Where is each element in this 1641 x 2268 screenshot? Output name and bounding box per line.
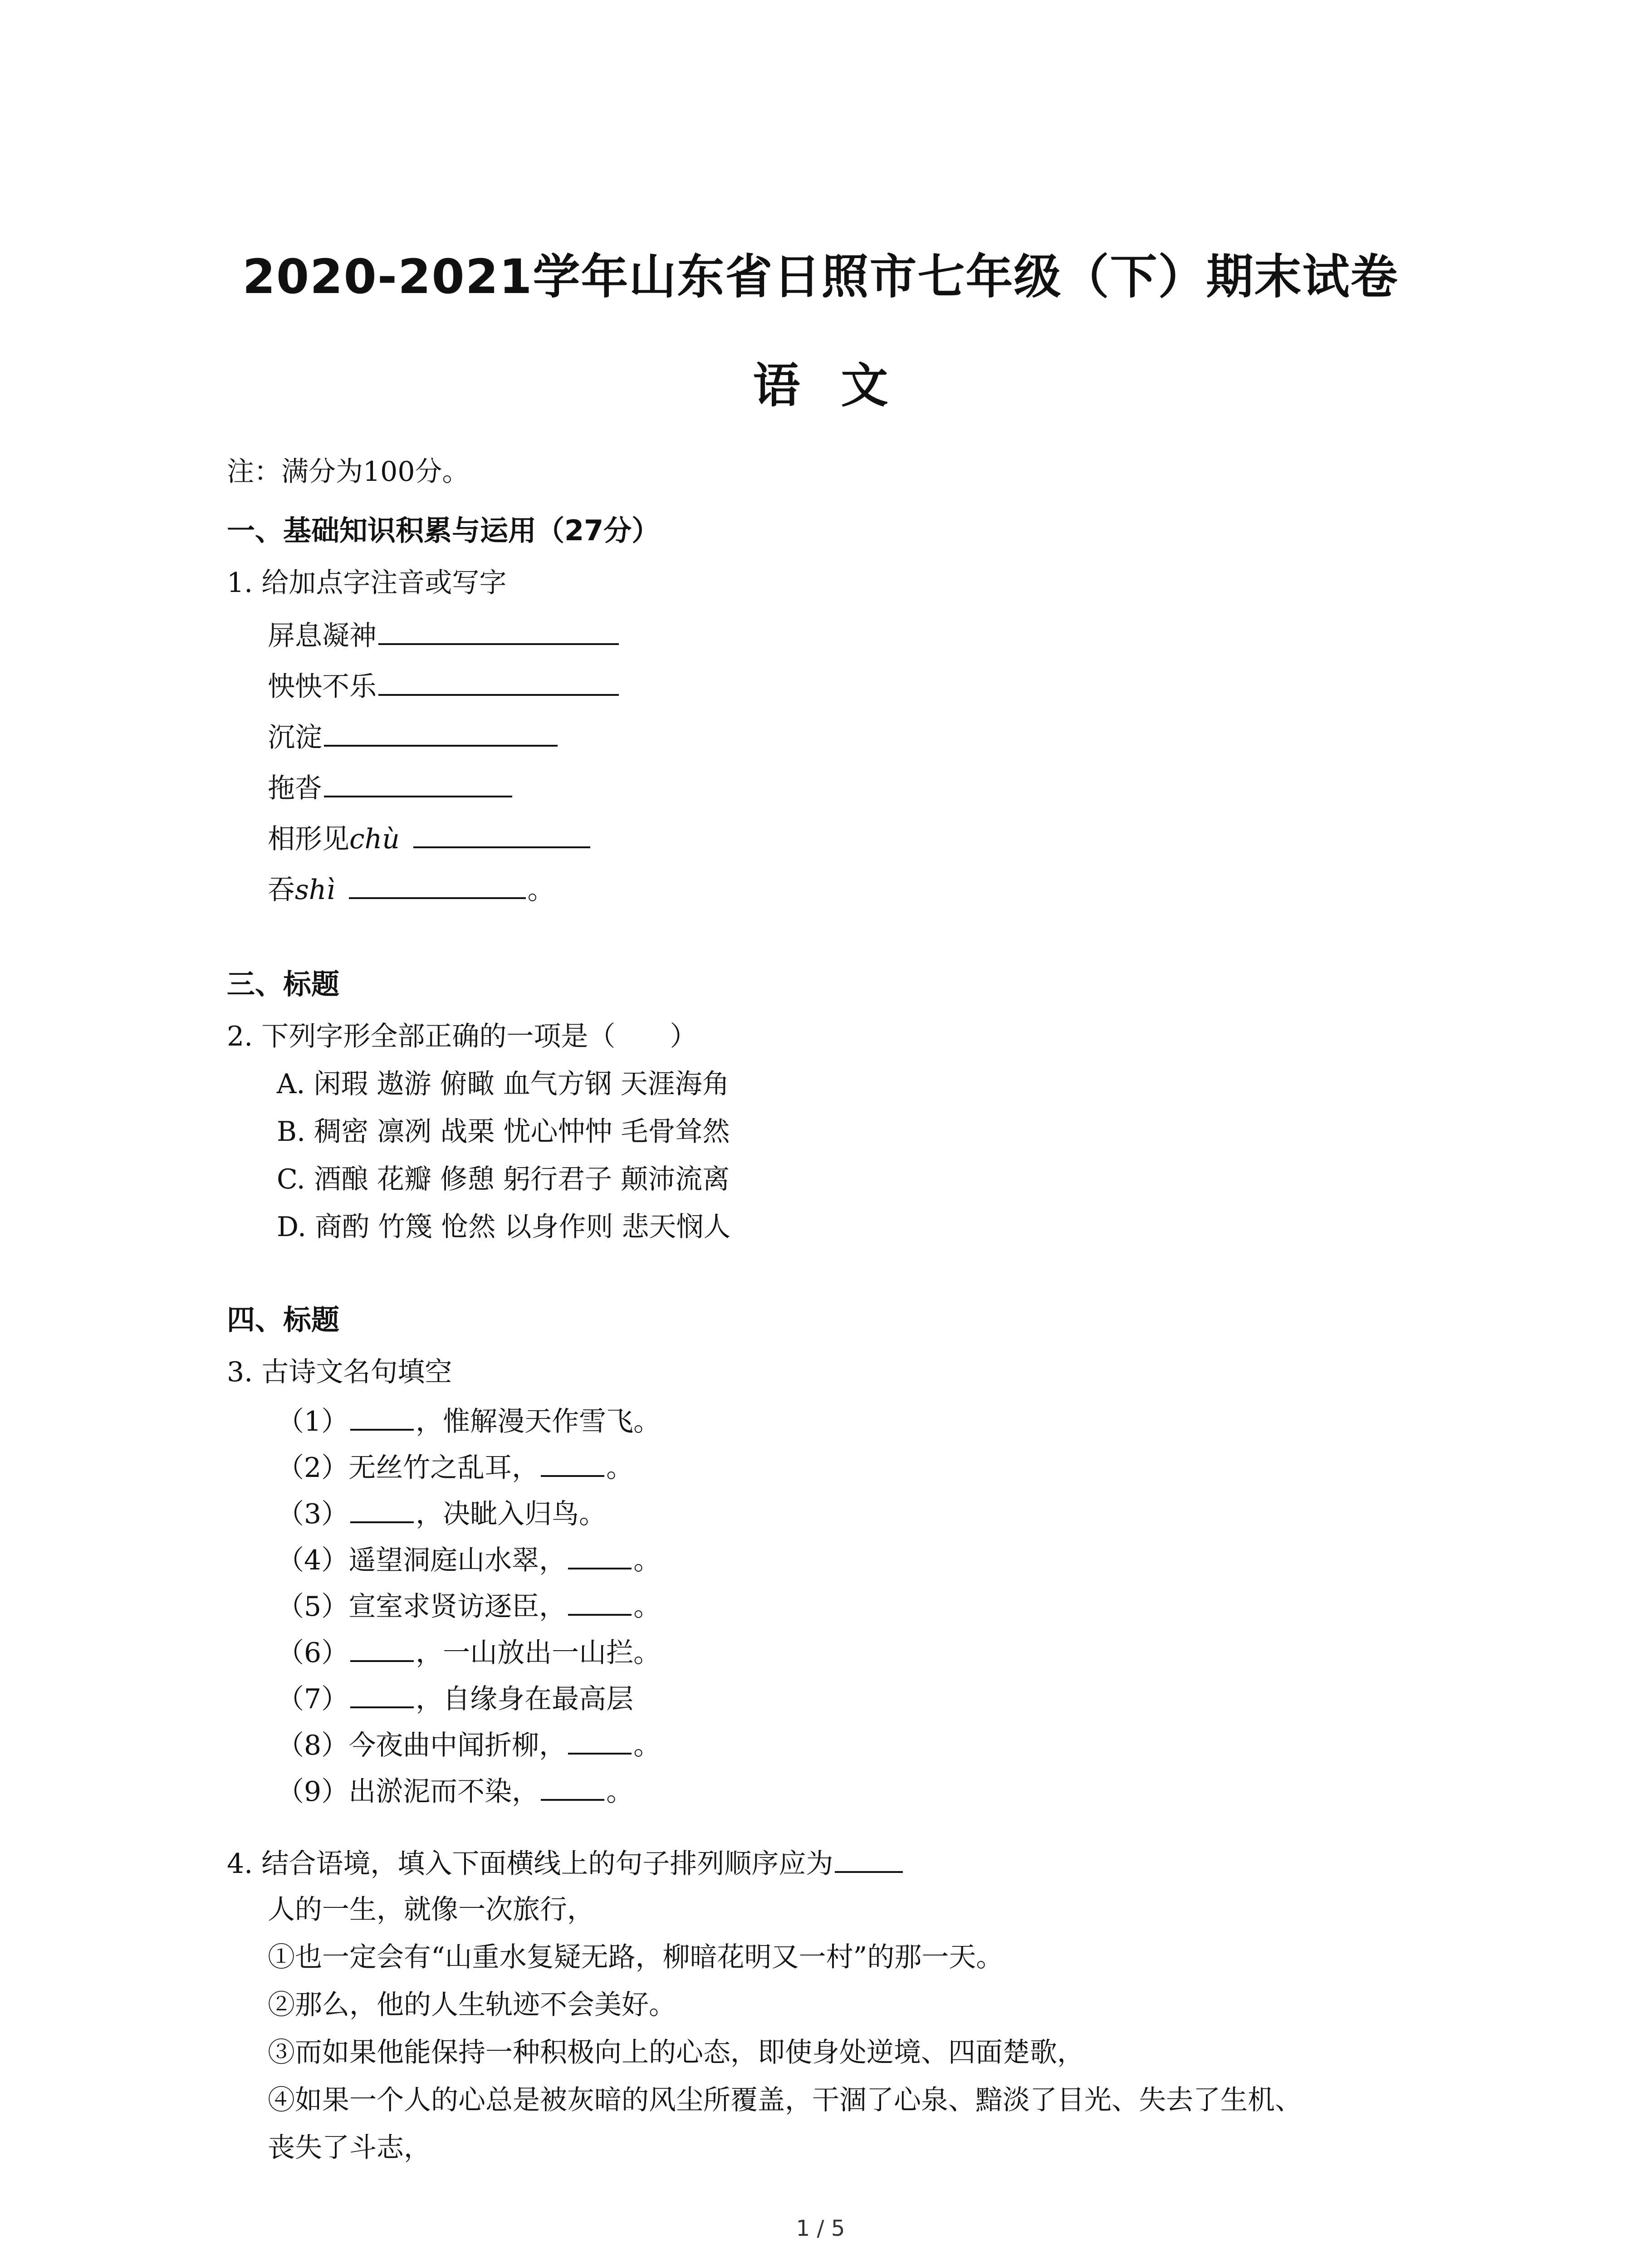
- q3-item-5: （5）宣室求贤访逐臣， 。: [277, 1587, 661, 1625]
- q1-item-2: 怏怏不乐: [268, 667, 621, 705]
- q2-option-a[interactable]: A. 闲瑕 遨游 俯瞰 血气方钢 天涯海角: [277, 1068, 730, 1100]
- q4-line-1: 人的一生，就像一次旅行，: [268, 1894, 594, 1926]
- answer-blank[interactable]: [350, 1494, 414, 1523]
- answer-blank[interactable]: [378, 616, 619, 645]
- answer-blank[interactable]: [568, 1725, 632, 1755]
- q3-item-7: （7） ，自缘身在最高层: [277, 1679, 633, 1717]
- answer-blank[interactable]: [568, 1587, 632, 1616]
- q1-item-6: 吞shì 。: [268, 870, 555, 908]
- q4-line-3: ②那么，他的人生轨迹不会美好。: [268, 1989, 676, 2021]
- q3-item-6: （6） ，一山放出一山拦。: [277, 1633, 661, 1671]
- answer-blank[interactable]: [350, 1402, 414, 1431]
- q3-item-9: （9）出淤泥而不染， 。: [277, 1772, 633, 1810]
- q2-stem: 2. 下列字形全部正确的一项是（ ）: [227, 1021, 697, 1052]
- q3-item-1: （1） ，惟解漫天作雪飞。: [277, 1402, 661, 1440]
- q1-item-3: 沉淀: [268, 718, 559, 756]
- answer-blank[interactable]: [835, 1844, 903, 1873]
- answer-blank[interactable]: [350, 1679, 414, 1708]
- pinyin: shì: [295, 874, 335, 906]
- score-note: 注：满分为100分。: [227, 456, 470, 488]
- answer-blank[interactable]: [541, 1772, 604, 1801]
- q2-option-c[interactable]: C. 酒酿 花瓣 修憩 躬行君子 颠沛流离: [277, 1163, 730, 1195]
- q3-item-4: （4）遥望洞庭山水翠， 。: [277, 1540, 661, 1579]
- answer-blank[interactable]: [413, 819, 590, 848]
- answer-blank[interactable]: [324, 718, 558, 747]
- pinyin: chù: [349, 823, 400, 855]
- q1-item-5: 相形见chù: [268, 819, 592, 857]
- q4-stem: 4. 结合语境，填入下面横线上的句子排列顺序应为: [227, 1844, 905, 1882]
- answer-blank[interactable]: [378, 667, 619, 696]
- exam-subject: 语文: [753, 358, 929, 413]
- exam-title: 2020-2021学年山东省日照市七年级（下）期末试卷: [242, 249, 1399, 304]
- answer-blank[interactable]: [568, 1540, 632, 1569]
- answer-blank[interactable]: [349, 870, 526, 899]
- section3-heading: 三、标题: [227, 968, 340, 1001]
- q2-option-d[interactable]: D. 商酌 竹篾 怆然 以身作则 悲天悯人: [277, 1211, 731, 1243]
- q3-stem: 3. 古诗文名句填空: [227, 1356, 452, 1388]
- answer-blank[interactable]: [324, 768, 512, 797]
- answer-blank[interactable]: [350, 1633, 414, 1662]
- q3-item-8: （8）今夜曲中闻折柳， 。: [277, 1725, 661, 1764]
- section1-heading: 一、基础知识积累与运用（27分）: [227, 514, 660, 547]
- answer-blank[interactable]: [541, 1448, 604, 1477]
- q4-line-4: ③而如果他能保持一种积极向上的心态，即使身处逆境、四面楚歌，: [268, 2037, 1084, 2068]
- q1-stem: 1. 给加点字注音或写字: [227, 567, 507, 599]
- q4-line-2: ①也一定会有“山重水复疑无路，柳暗花明又一村”的那一天。: [268, 1941, 1004, 1973]
- q1-item-1: 屏息凝神: [268, 616, 621, 654]
- q3-item-2: （2）无丝竹之乱耳， 。: [277, 1448, 633, 1486]
- q1-item-4: 拖沓: [268, 768, 514, 807]
- q4-line-5: ④如果一个人的心总是被灰暗的风尘所覆盖，干涸了心泉、黯淡了目光、失去了生机、: [268, 2084, 1302, 2116]
- section4-heading: 四、标题: [227, 1303, 340, 1336]
- page-number: 1 / 5: [796, 2216, 845, 2241]
- q4-line-6: 丧失了斗志，: [268, 2132, 431, 2164]
- q3-item-3: （3） ，决眦入归鸟。: [277, 1494, 606, 1532]
- q2-option-b[interactable]: B. 稠密 凛冽 战栗 忧心忡忡 毛骨耸然: [277, 1116, 730, 1148]
